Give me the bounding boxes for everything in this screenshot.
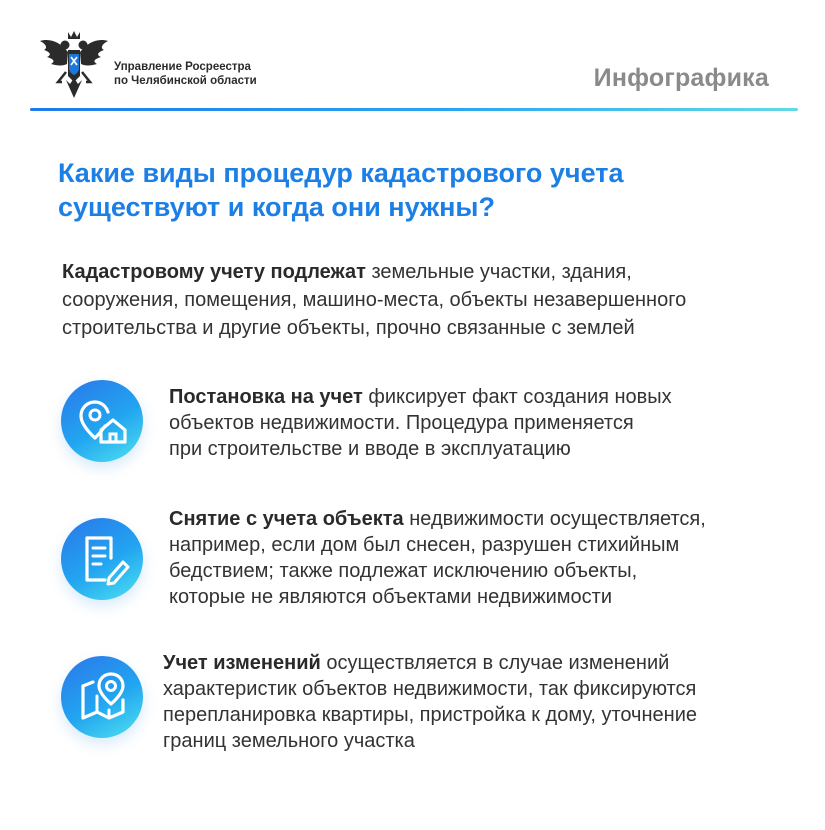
procedure-title: Учет изменений [163, 652, 321, 674]
header [0, 0, 825, 112]
org-name-line2: по Челябинской области [114, 75, 257, 87]
procedure-line4: границ земельного участка [163, 730, 415, 752]
eagle-emblem-icon [38, 28, 110, 100]
procedure-line2: например, если дом был снесен, разрушен стихийным [169, 534, 680, 556]
intro-line1 [62, 258, 802, 286]
org-name-line1: Управление Росреестра [114, 61, 251, 73]
title-line2: существуют и когда они нужны? [58, 192, 495, 222]
intro-line1-rest: земельные участки, здания, [365, 261, 632, 283]
procedure-text [163, 650, 697, 754]
procedure-line1 [163, 650, 697, 676]
infographic-tag: Инфографика [593, 64, 769, 92]
header-divider [30, 108, 798, 111]
org-name [114, 60, 257, 88]
procedure-line1 [169, 506, 706, 532]
procedure-line3: перепланировка квартиры, пристройка к дому, уточнение [163, 704, 697, 726]
page-title [58, 156, 778, 224]
intro-line2: сооружения, помещения, машино-места, объекты незавершенного [62, 289, 687, 311]
procedure-title: Постановка на учет [169, 386, 363, 408]
procedure-line1-rest: осуществляется в случае изменений [320, 652, 670, 674]
procedure-line2: характеристик объектов недвижимости, так фиксируются [163, 678, 697, 700]
intro-paragraph [62, 258, 802, 342]
procedure-line4: которые не являются объектами недвижимости [169, 586, 612, 608]
procedure-title: Снятие с учета объекта [169, 508, 404, 530]
procedure-line3: бедствием; также подлежат исключению объекты, [169, 560, 638, 582]
procedure-text [169, 506, 706, 610]
intro-bold: Кадастровому учету подлежат [62, 261, 366, 283]
procedure-line1 [169, 384, 672, 410]
procedure-line2: объектов недвижимости. Процедура применяется [169, 412, 634, 434]
procedure-line1-rest: недвижимости осуществляется, [403, 508, 706, 530]
title-line1: Какие виды процедур кадастрового учета [58, 158, 624, 188]
document-edit-icon [61, 518, 143, 600]
location-home-icon [61, 380, 143, 462]
procedure-line1-rest: фиксирует факт создания новых [362, 386, 672, 408]
intro-line3: строительства и другие объекты, прочно связанные с землей [62, 317, 635, 339]
procedure-text [169, 384, 672, 462]
map-pin-icon [61, 656, 143, 738]
procedure-line3: при строительстве и вводе в эксплуатацию [169, 438, 571, 460]
